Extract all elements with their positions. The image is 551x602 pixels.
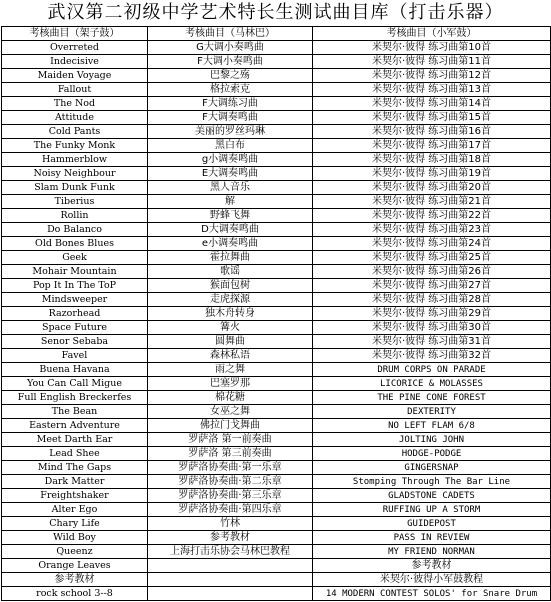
table-row: [2, 265, 551, 279]
drum-kit-cell: Mind The Gaps: [2, 461, 148, 475]
marimba-cell: 野蜂飞舞: [148, 209, 313, 223]
snare-drum-cell: NO LEFT FLAM 6/8: [313, 419, 551, 433]
drum-kit-cell: Queenz: [2, 545, 148, 559]
marimba-cell: e小调奏鸣曲: [148, 237, 313, 251]
marimba-cell: [148, 559, 313, 573]
snare-drum-cell: 米契尔·彼得 练习曲第17首: [313, 139, 551, 153]
drum-kit-cell: Full English Breckerfes: [2, 391, 148, 405]
marimba-cell: g小调奏鸣曲: [148, 153, 313, 167]
table-row: [2, 335, 551, 349]
table-row: [2, 321, 551, 335]
marimba-cell: 巴黎之殇: [148, 69, 313, 83]
table-row: [2, 167, 551, 181]
table-row: [2, 363, 551, 377]
marimba-cell: 独木舟转身: [148, 307, 313, 321]
marimba-cell: 罗萨洛 第一前奏曲: [148, 433, 313, 447]
drum-kit-cell: Razorhead: [2, 307, 148, 321]
header-marimba: 考核曲目（马林巴）: [148, 27, 313, 41]
marimba-cell: E大调奏鸣曲: [148, 167, 313, 181]
drum-kit-cell: Hammerblow: [2, 153, 148, 167]
snare-drum-cell: 米契尔·彼得 练习曲第16首: [313, 125, 551, 139]
marimba-cell: 罗萨洛协奏曲·第一乐章: [148, 461, 313, 475]
snare-drum-cell: JOLTING JOHN: [313, 433, 551, 447]
table-row: [2, 139, 551, 153]
marimba-cell: 篝火: [148, 321, 313, 335]
snare-drum-cell: 米契尔·彼得 练习曲第12首: [313, 69, 551, 83]
drum-kit-cell: Mohair Mountain: [2, 265, 148, 279]
table-row: [2, 447, 551, 461]
table-row: [2, 545, 551, 559]
drum-kit-cell: Wild Boy: [2, 531, 148, 545]
drum-kit-cell: The Bean: [2, 405, 148, 419]
snare-drum-cell: 米契尔·彼得 练习曲第30首: [313, 321, 551, 335]
table-row: [2, 83, 551, 97]
snare-drum-cell: 米契尔·彼得 练习曲第15首: [313, 111, 551, 125]
table-row: [2, 587, 551, 601]
snare-drum-cell: PASS IN REVIEW: [313, 531, 551, 545]
drum-kit-cell: Pop It In The ToP: [2, 279, 148, 293]
drum-kit-cell: Overreted: [2, 41, 148, 55]
table-row: [2, 55, 551, 69]
marimba-cell: 黑人音乐: [148, 181, 313, 195]
marimba-cell: 雨之舞: [148, 363, 313, 377]
snare-drum-cell: 参考教材: [313, 559, 551, 573]
snare-drum-cell: LICORICE & MOLASSES: [313, 377, 551, 391]
marimba-cell: 猴面包树: [148, 279, 313, 293]
drum-kit-cell: You Can Call Migue: [2, 377, 148, 391]
table-row: [2, 69, 551, 83]
drum-kit-cell: Senor Sebaba: [2, 335, 148, 349]
marimba-cell: 解: [148, 195, 313, 209]
snare-drum-cell: 米契尔·彼得 练习曲第24首: [313, 237, 551, 251]
marimba-cell: 女巫之舞: [148, 405, 313, 419]
drum-kit-cell: Cold Pants: [2, 125, 148, 139]
snare-drum-cell: 米契尔·彼得 练习曲第32首: [313, 349, 551, 363]
header-snare-drum: 考核曲目（小军鼓）: [313, 27, 551, 41]
drum-kit-cell: Freightshaker: [2, 489, 148, 503]
marimba-cell: 上海打击乐协会马林巴教程: [148, 545, 313, 559]
marimba-cell: 佛拉门戈舞曲: [148, 419, 313, 433]
snare-drum-cell: HODGE-PODGE: [313, 447, 551, 461]
marimba-cell: 圆舞曲: [148, 335, 313, 349]
drum-kit-cell: Attitude: [2, 111, 148, 125]
page-title: 武汉第二初级中学艺术特长生测试曲目库（打击乐器）: [47, 2, 504, 23]
drum-kit-cell: Orange Leaves: [2, 559, 148, 573]
table-row: [2, 489, 551, 503]
table-row: [2, 41, 551, 55]
table-row: [2, 223, 551, 237]
table-row: [2, 195, 551, 209]
drum-kit-cell: Favel: [2, 349, 148, 363]
marimba-cell: 参考教材: [148, 531, 313, 545]
marimba-cell: 走虎探源: [148, 293, 313, 307]
snare-drum-cell: 米契尔·彼得 练习曲第11首: [313, 55, 551, 69]
table-row: [2, 153, 551, 167]
snare-drum-cell: THE PINE CONE FOREST: [313, 391, 551, 405]
table-row: [2, 559, 551, 573]
table-row: [2, 531, 551, 545]
snare-drum-cell: DRUM CORPS ON PARADE: [313, 363, 551, 377]
drum-kit-cell: Dark Matter: [2, 475, 148, 489]
drum-kit-cell: Mindsweeper: [2, 293, 148, 307]
drum-kit-cell: Chary Life: [2, 517, 148, 531]
table-row: [2, 503, 551, 517]
snare-drum-cell: 米契尔·彼得 练习曲第22首: [313, 209, 551, 223]
drum-kit-cell: Do Balanco: [2, 223, 148, 237]
drum-kit-cell: Geek: [2, 251, 148, 265]
table-row: [2, 125, 551, 139]
drum-kit-cell: Lead Shee: [2, 447, 148, 461]
marimba-cell: 罗萨洛协奏曲·第四乐章: [148, 503, 313, 517]
table-row: [2, 307, 551, 321]
table-row: [2, 251, 551, 265]
drum-kit-cell: 参考教材: [2, 573, 148, 587]
drum-kit-cell: The Nod: [2, 97, 148, 111]
snare-drum-cell: 米契尔·彼得 练习曲第25首: [313, 251, 551, 265]
marimba-cell: 罗萨洛协奏曲·第三乐章: [148, 489, 313, 503]
table-row: [2, 405, 551, 419]
table-row: [2, 237, 551, 251]
repertoire-table: [1, 26, 551, 601]
table-row: [2, 391, 551, 405]
marimba-cell: F大调小奏鸣曲: [148, 55, 313, 69]
drum-kit-cell: Buena Havana: [2, 363, 148, 377]
drum-kit-cell: Alter Ego: [2, 503, 148, 517]
snare-drum-cell: 米契尔·彼得小军鼓教程: [313, 573, 551, 587]
marimba-cell: 森林私语: [148, 349, 313, 363]
marimba-cell: [148, 587, 313, 601]
marimba-cell: 罗萨洛协奏曲·第二乐章: [148, 475, 313, 489]
snare-drum-cell: GINGERSNAP: [313, 461, 551, 475]
table-row: [2, 461, 551, 475]
table-row: [2, 419, 551, 433]
snare-drum-cell: 米契尔·彼得 练习曲第29首: [313, 307, 551, 321]
table-header-row: [2, 27, 551, 41]
snare-drum-cell: 米契尔·彼得 练习曲第26首: [313, 265, 551, 279]
header-drum-kit: 考核曲目（架子鼓）: [2, 27, 148, 41]
marimba-cell: 竹林: [148, 517, 313, 531]
snare-drum-cell: 米契尔·彼得 练习曲第23首: [313, 223, 551, 237]
marimba-cell: 格拉索克: [148, 83, 313, 97]
table-row: [2, 97, 551, 111]
drum-kit-cell: Rollin: [2, 209, 148, 223]
table-row: [2, 111, 551, 125]
marimba-cell: 巴塞罗那: [148, 377, 313, 391]
snare-drum-cell: GUIDEPOST: [313, 517, 551, 531]
snare-drum-cell: 米契尔·彼得 练习曲第28首: [313, 293, 551, 307]
drum-kit-cell: Meet Darth Ear: [2, 433, 148, 447]
table-row: [2, 433, 551, 447]
snare-drum-cell: Stomping Through The Bar Line: [313, 475, 551, 489]
drum-kit-cell: The Funky Monk: [2, 139, 148, 153]
marimba-cell: D大调奏鸣曲: [148, 223, 313, 237]
table-row: [2, 475, 551, 489]
table-row: [2, 517, 551, 531]
table-row: [2, 377, 551, 391]
marimba-cell: F大调练习曲: [148, 97, 313, 111]
snare-drum-cell: 米契尔·彼得 练习曲第13首: [313, 83, 551, 97]
snare-drum-cell: 米契尔·彼得 练习曲第20首: [313, 181, 551, 195]
snare-drum-cell: DEXTERITY: [313, 405, 551, 419]
drum-kit-cell: rock school 3--8: [2, 587, 148, 601]
table-row: [2, 209, 551, 223]
marimba-cell: 美丽的罗丝玛琳: [148, 125, 313, 139]
table-row: [2, 293, 551, 307]
marimba-cell: 霍拉舞曲: [148, 251, 313, 265]
drum-kit-cell: Tiberius: [2, 195, 148, 209]
drum-kit-cell: Space Future: [2, 321, 148, 335]
marimba-cell: 棉花糖: [148, 391, 313, 405]
snare-drum-cell: MY FRIEND NORMAN: [313, 545, 551, 559]
snare-drum-cell: 米契尔·彼得 练习曲第19首: [313, 167, 551, 181]
drum-kit-cell: Noisy Neighbour: [2, 167, 148, 181]
table-row: [2, 349, 551, 363]
table-row: [2, 279, 551, 293]
marimba-cell: [148, 573, 313, 587]
snare-drum-cell: 米契尔·彼得 练习曲第31首: [313, 335, 551, 349]
drum-kit-cell: Maiden Voyage: [2, 69, 148, 83]
snare-drum-cell: 米契尔·彼得 练习曲第21首: [313, 195, 551, 209]
snare-drum-cell: 米契尔·彼得 练习曲第27首: [313, 279, 551, 293]
snare-drum-cell: 14 MODERN CONTEST SOLOS' for Snare Drum: [313, 587, 551, 601]
drum-kit-cell: Old Bones Blues: [2, 237, 148, 251]
snare-drum-cell: 米契尔·彼得 练习曲第18首: [313, 153, 551, 167]
snare-drum-cell: 米契尔·彼得 练习曲第10首: [313, 41, 551, 55]
snare-drum-cell: RUFFING UP A STORM: [313, 503, 551, 517]
marimba-cell: 黑白布: [148, 139, 313, 153]
snare-drum-cell: GLADSTONE CADETS: [313, 489, 551, 503]
marimba-cell: G大调小奏鸣曲: [148, 41, 313, 55]
marimba-cell: 歌谣: [148, 265, 313, 279]
marimba-cell: 罗萨洛 第三前奏曲: [148, 447, 313, 461]
drum-kit-cell: Indecisive: [2, 55, 148, 69]
marimba-cell: F大调奏鸣曲: [148, 111, 313, 125]
drum-kit-cell: Slam Dunk Funk: [2, 181, 148, 195]
snare-drum-cell: 米契尔·彼得 练习曲第14首: [313, 97, 551, 111]
drum-kit-cell: Fallout: [2, 83, 148, 97]
drum-kit-cell: Eastern Adventure: [2, 419, 148, 433]
table-row: [2, 181, 551, 195]
table-row: [2, 573, 551, 587]
